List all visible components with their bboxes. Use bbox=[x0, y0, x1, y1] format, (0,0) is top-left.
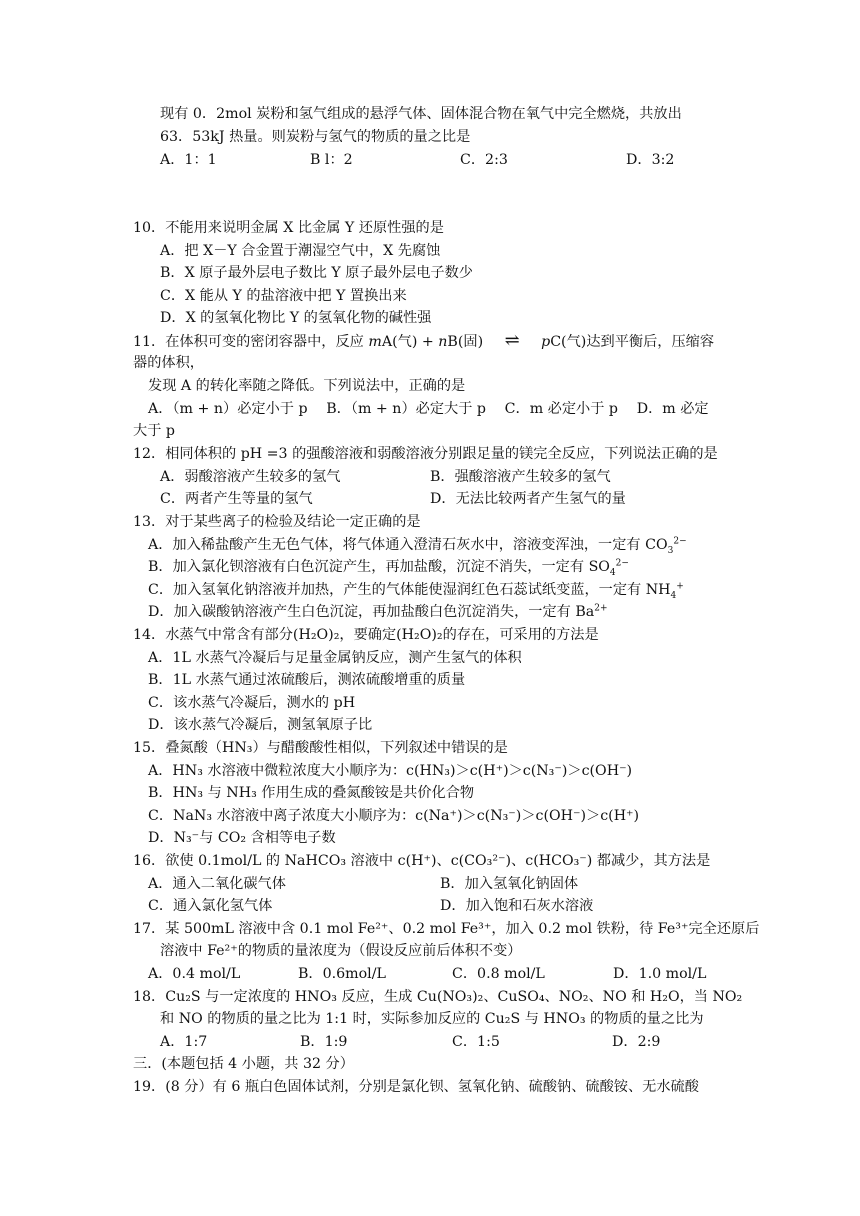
q13-option-c-text: C．加入氢氧化钠溶液并加热，产生的气体能使湿润红色石蕊试纸变蓝，一定有 NH bbox=[148, 582, 671, 598]
q14-option-b: B．1L 水蒸气通过浓硫酸后，测浓硫酸增重的质量 bbox=[148, 672, 466, 688]
q11-p: p bbox=[541, 334, 551, 350]
q16-option-c: C．通入氯化氢气体 bbox=[148, 898, 273, 914]
q14-option-d: D．该水蒸气冷凝后，测氢氧原子比 bbox=[148, 717, 373, 733]
q15-option-d: D．N₃⁻与 CO₂ 含相等电子数 bbox=[148, 830, 336, 846]
option-d: D．3:2 bbox=[626, 152, 675, 168]
q16-option-b: B．加入氢氧化钠固体 bbox=[440, 876, 579, 892]
q10-option-c: C．X 能从 Y 的盐溶液中把 Y 置换出来 bbox=[160, 288, 407, 304]
q11-m: m bbox=[368, 334, 382, 350]
q12-stem: 12．相同体积的 pH =3 的强酸溶液和弱酸溶液分别跟足量的镁完全反应，下列说法正确的是 bbox=[133, 446, 718, 462]
q16-stem: 16．欲使 0.1mol/L 的 NaHCO₃ 溶液中 c(H⁺)、c(CO₃²⁻)、c(HCO₃⁻) 都减少，其方法是 bbox=[133, 853, 711, 869]
q13-d-superscript: 2+ bbox=[594, 603, 608, 614]
q19-stem: 19．(8 分）有 6 瓶白色固体试剂，分别是氯化钡、氢氧化钠、硫酸钠、硫酸铵、无水硫酸 bbox=[133, 1079, 699, 1095]
q13-b-superscript: 2− bbox=[615, 558, 629, 569]
q11-options: A．（m + n）必定小于 p B．（m + n）必定大于 p C．m 必定小于 p D．m 必定 bbox=[148, 401, 709, 417]
q13-option-b bbox=[148, 556, 629, 578]
q17-option-b: B．0.6mol/L bbox=[298, 966, 386, 982]
q13-option-c bbox=[148, 579, 684, 601]
q11-stem-line-2: 器的体积， bbox=[133, 355, 204, 371]
q12-option-a: A．弱酸溶液产生较多的氢气 bbox=[160, 469, 341, 485]
q16-option-d: D．加入饱和石灰水溶液 bbox=[440, 898, 594, 914]
q13-stem: 13．对于某些离子的检验及结论一定正确的是 bbox=[133, 514, 421, 530]
intro-line-2: 63．53kJ 热量。则炭粉与氢气的物质的量之比是 bbox=[160, 129, 471, 145]
q18-option-c: C．1:5 bbox=[452, 1034, 500, 1050]
q17-stem: 17．某 500mL 溶液中含 0.1 mol Fe²⁺、0.2 mol Fe³⁺，加入 0.2 mol 铁粉，待 Fe³⁺完全还原后 bbox=[133, 921, 760, 937]
q11-a-gas: A(气) + bbox=[381, 334, 439, 350]
q16-option-a: A．通入二氧化碳气体 bbox=[148, 876, 286, 892]
q11-stem-prefix: 11．在体积可变的密闭容器中，反应 bbox=[133, 334, 369, 350]
q14-option-c: C．该水蒸气冷凝后，测水的 pH bbox=[148, 695, 356, 711]
q10-option-d: D．X 的氢氧化物比 Y 的氢氧化物的碱性强 bbox=[160, 310, 432, 326]
q13-option-a bbox=[148, 534, 687, 556]
q15-option-c: C．NaN₃ 水溶液中离子浓度大小顺序为：c(Na⁺)＞c(N₃⁻)＞c(OH⁻)＞c(H⁺) bbox=[148, 808, 640, 824]
q17-option-d: D．1.0 mol/L bbox=[613, 966, 707, 982]
option-a: A．1：1 bbox=[160, 152, 217, 168]
equilibrium-arrow-icon: ⇌ bbox=[504, 330, 520, 351]
q10-option-b: B．X 原子最外层电子数比 Y 原子最外层电子数少 bbox=[160, 265, 473, 281]
q13-c-subscript: 4 bbox=[670, 590, 677, 601]
q13-option-d bbox=[148, 601, 608, 623]
q10-stem: 10．不能用来说明金属 X 比金属 Y 还原性强的是 bbox=[133, 220, 444, 236]
q17-stem-2: 溶液中 Fe²⁺的物质的量浓度为（假设反应前后体积不变） bbox=[160, 943, 522, 959]
q12-option-c: C．两者产生等量的氢气 bbox=[160, 491, 313, 507]
q11-stem bbox=[133, 330, 714, 353]
q18-option-a: A．1:7 bbox=[160, 1034, 208, 1050]
q13-option-b-text: B．加入氯化钡溶液有白色沉淀产生，再加盐酸，沉淀不消失，一定有 SO bbox=[148, 559, 610, 575]
q18-option-d: D．2:9 bbox=[612, 1034, 661, 1050]
q11-b-solid: B(固) bbox=[447, 334, 484, 350]
q17-option-c: C．0.8 mol/L bbox=[452, 966, 545, 982]
q15-option-a: A．HN₃ 水溶液中微粒浓度大小顺序为：c(HN₃)＞c(H⁺)＞c(N₃⁻)＞c(OH⁻) bbox=[148, 763, 633, 779]
q11-stem-line-3: 发现 A 的转化率随之降低。下列说法中，正确的是 bbox=[148, 378, 466, 394]
q11-tail: 大于 p bbox=[133, 423, 175, 439]
q13-b-subscript: 4 bbox=[609, 567, 616, 578]
q12-option-d: D．无法比较两者产生氢气的量 bbox=[430, 491, 626, 507]
q13-a-subscript: 3 bbox=[667, 545, 674, 556]
q13-option-d-text: D．加入碳酸钠溶液产生白色沉淀，再加盐酸白色沉淀消失，一定有 Ba bbox=[148, 604, 595, 620]
q10-option-a: A．把 X－Y 合金置于潮湿空气中，X 先腐蚀 bbox=[160, 243, 441, 259]
q11-n: n bbox=[438, 334, 448, 350]
intro-line-1: 现有 0．2mol 炭粉和氢气组成的悬浮气体、固体混合物在氧气中完全燃烧，共放出 bbox=[160, 106, 682, 122]
q17-option-a: A．0.4 mol/L bbox=[148, 966, 241, 982]
q13-option-a-text: A．加入稀盐酸产生无色气体，将气体通入澄清石灰水中，溶液变浑浊，一定有 CO bbox=[148, 537, 668, 553]
q18-stem-2: 和 NO 的物质的量之比为 1:1 时，实际参加反应的 Cu₂S 与 HNO₃ 的物质的量之比为 bbox=[160, 1011, 704, 1027]
option-b: B l：2 bbox=[310, 152, 353, 168]
q13-a-superscript: 2− bbox=[673, 536, 687, 547]
q14-option-a: A．1L 水蒸气冷凝后与足量金属钠反应，测产生氢气的体积 bbox=[148, 650, 522, 666]
section-3-heading: 三．(本题包括 4 小题，共 32 分） bbox=[133, 1056, 354, 1072]
q18-stem: 18．Cu₂S 与一定浓度的 HNO₃ 反应，生成 Cu(NO₃)₂、CuSO₄、NO₂、NO 和 H₂O，当 NO₂ bbox=[133, 989, 743, 1005]
q15-option-b: B．HN₃ 与 NH₃ 作用生成的叠氮酸铵是共价化合物 bbox=[148, 785, 475, 801]
q12-option-b: B．强酸溶液产生较多的氢气 bbox=[430, 469, 611, 485]
option-c: C．2:3 bbox=[460, 152, 508, 168]
q15-stem: 15．叠氮酸（HN₃）与醋酸酸性相似，下列叙述中错误的是 bbox=[133, 740, 508, 756]
q18-option-b: B．1:9 bbox=[300, 1034, 348, 1050]
q13-c-superscript: + bbox=[676, 581, 684, 592]
q14-stem: 14．水蒸气中常含有部分(H₂O)₂，要确定(H₂O)₂的存在，可采用的方法是 bbox=[133, 627, 599, 643]
q11-c-gas: C(气)达到平衡后，压缩容 bbox=[550, 334, 715, 350]
